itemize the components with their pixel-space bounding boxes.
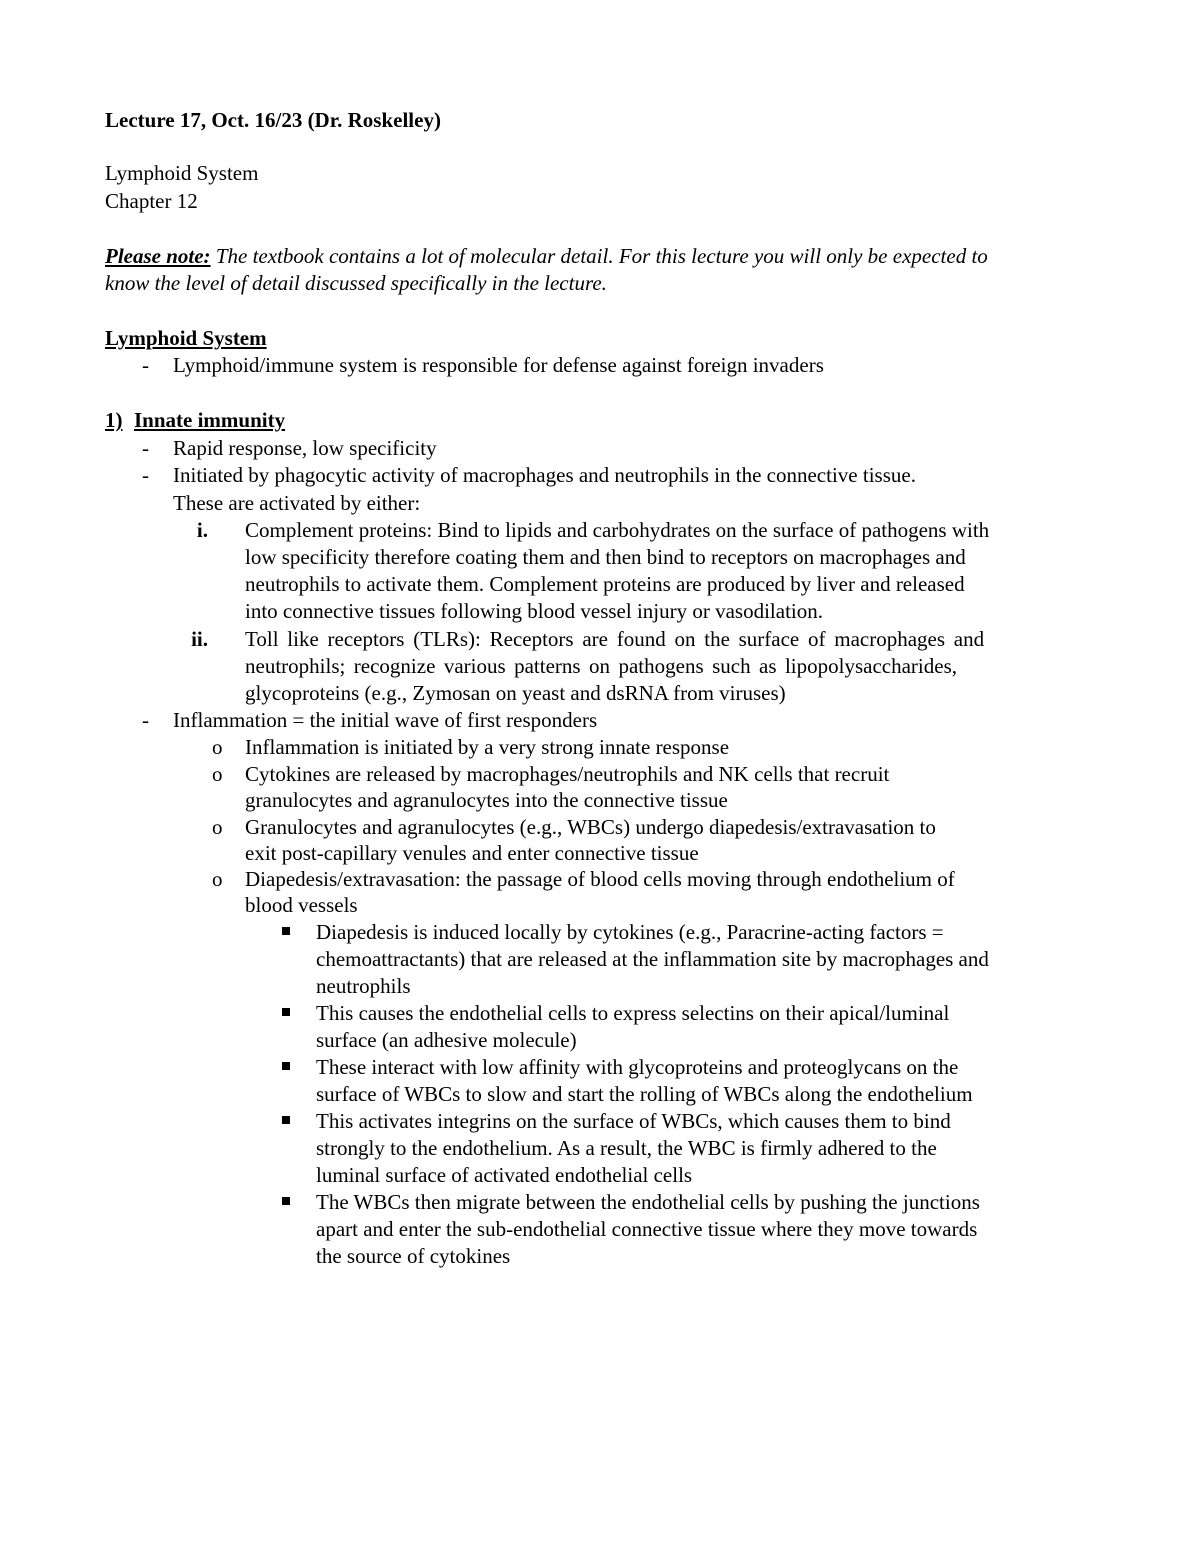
section-number-innate: 1)	[105, 408, 123, 432]
inflammation-sub-1: Inflammation is initiated by a very strong innate response	[245, 735, 730, 759]
topic-line: Lymphoid System	[105, 161, 259, 185]
complement-line-4: into connective tissues following blood vessel injury or vasodilation.	[245, 599, 824, 623]
square-bullet	[282, 927, 290, 935]
inflammation-sub-2-cont: granulocytes and agranulocytes into the connective tissue	[245, 788, 728, 812]
circle-bullet: o	[212, 867, 223, 891]
innate-bullet-1: Rapid response, low specificity	[173, 436, 437, 460]
diapedesis-step-2-cont: surface (an adhesive molecule)	[316, 1028, 577, 1052]
note-text-line1: The textbook contains a lot of molecular detail. For this lecture you will only be expected to	[210, 244, 988, 268]
tlr-line-3: glycoproteins (e.g., Zymosan on yeast and dsRNA from viruses)	[245, 681, 786, 705]
lymphoid-bullet: Lymphoid/immune system is responsible for defense against foreign invaders	[173, 353, 824, 377]
roman-marker-ii: ii.	[191, 627, 208, 651]
square-bullet	[282, 1008, 290, 1016]
diapedesis-step-3-cont: surface of WBCs to slow and start the rolling of WBCs along the endothelium	[316, 1082, 973, 1106]
diapedesis-step-4: This activates integrins on the surface of WBCs, which causes them to bind	[316, 1109, 951, 1133]
inflammation-sub-3: Granulocytes and agranulocytes (e.g., WBCs) undergo diapedesis/extravasation to	[245, 815, 936, 839]
diapedesis-step-1-cont: chemoattractants) that are released at the inflammation site by macrophages and	[316, 947, 989, 971]
section-heading-innate: Innate immunity	[134, 408, 286, 432]
note-label: Please note:	[105, 244, 211, 268]
inflammation-sub-4: Diapedesis/extravasation: the passage of blood cells moving through endothelium of	[245, 867, 955, 891]
square-bullet	[282, 1062, 290, 1070]
chapter-line: Chapter 12	[105, 189, 198, 213]
inflammation-sub-3-cont: exit post-capillary venules and enter connective tissue	[245, 841, 699, 865]
diapedesis-step-4-cont2: luminal surface of activated endothelial cells	[316, 1163, 693, 1187]
diapedesis-step-5-cont2: the source of cytokines	[316, 1244, 511, 1268]
circle-bullet: o	[212, 735, 223, 759]
lecture-title: Lecture 17, Oct. 16/23 (Dr. Roskelley)	[105, 108, 441, 132]
square-bullet	[282, 1197, 290, 1205]
inflammation-sub-4-cont: blood vessels	[245, 893, 358, 917]
diapedesis-step-1-cont2: neutrophils	[316, 974, 411, 998]
complement-line-1: Complement proteins: Bind to lipids and carbohydrates on the surface of pathogens with	[245, 518, 990, 542]
dash-bullet: -	[142, 436, 149, 460]
diapedesis-step-3: These interact with low affinity with glycoproteins and proteoglycans on the	[316, 1055, 959, 1079]
tlr-line-2: neutrophils; recognize various patterns on pathogens such as lipopolysaccharides,	[245, 654, 957, 678]
innate-bullet-2-cont: These are activated by either:	[173, 491, 421, 515]
section-heading-lymphoid: Lymphoid System	[105, 326, 267, 350]
diapedesis-step-5-cont: apart and enter the sub-endothelial connective tissue where they move towards	[316, 1217, 978, 1241]
complement-line-2: low specificity therefore coating them and then bind to receptors on macrophages and	[245, 545, 966, 569]
roman-marker-i: i.	[196, 518, 208, 542]
circle-bullet: o	[212, 762, 223, 786]
innate-bullet-2: Initiated by phagocytic activity of macrophages and neutrophils in the connective tissue.	[173, 463, 916, 487]
diapedesis-step-4-cont: strongly to the endothelium. As a result, the WBC is firmly adhered to the	[316, 1136, 937, 1160]
square-bullet	[282, 1116, 290, 1124]
circle-bullet: o	[212, 815, 223, 839]
dash-bullet: -	[142, 463, 149, 487]
complement-line-3: neutrophils to activate them. Complement proteins are produced by liver and released	[245, 572, 965, 596]
inflammation-sub-2: Cytokines are released by macrophages/neutrophils and NK cells that recruit	[245, 762, 890, 786]
diapedesis-step-1: Diapedesis is induced locally by cytokines (e.g., Paracrine-acting factors =	[316, 920, 944, 944]
inflammation-bullet: Inflammation = the initial wave of first responders	[173, 708, 598, 732]
diapedesis-step-2: This causes the endothelial cells to express selectins on their apical/luminal	[316, 1001, 950, 1025]
note-text-line2: know the level of detail discussed specifically in the lecture.	[105, 271, 607, 295]
dash-bullet: -	[142, 708, 149, 732]
dash-bullet: -	[142, 353, 149, 377]
diapedesis-step-5: The WBCs then migrate between the endothelial cells by pushing the junctions	[316, 1190, 980, 1214]
note-paragraph	[105, 243, 988, 270]
tlr-line-1: Toll like receptors (TLRs): Receptors are found on the surface of macrophages and	[245, 627, 985, 651]
